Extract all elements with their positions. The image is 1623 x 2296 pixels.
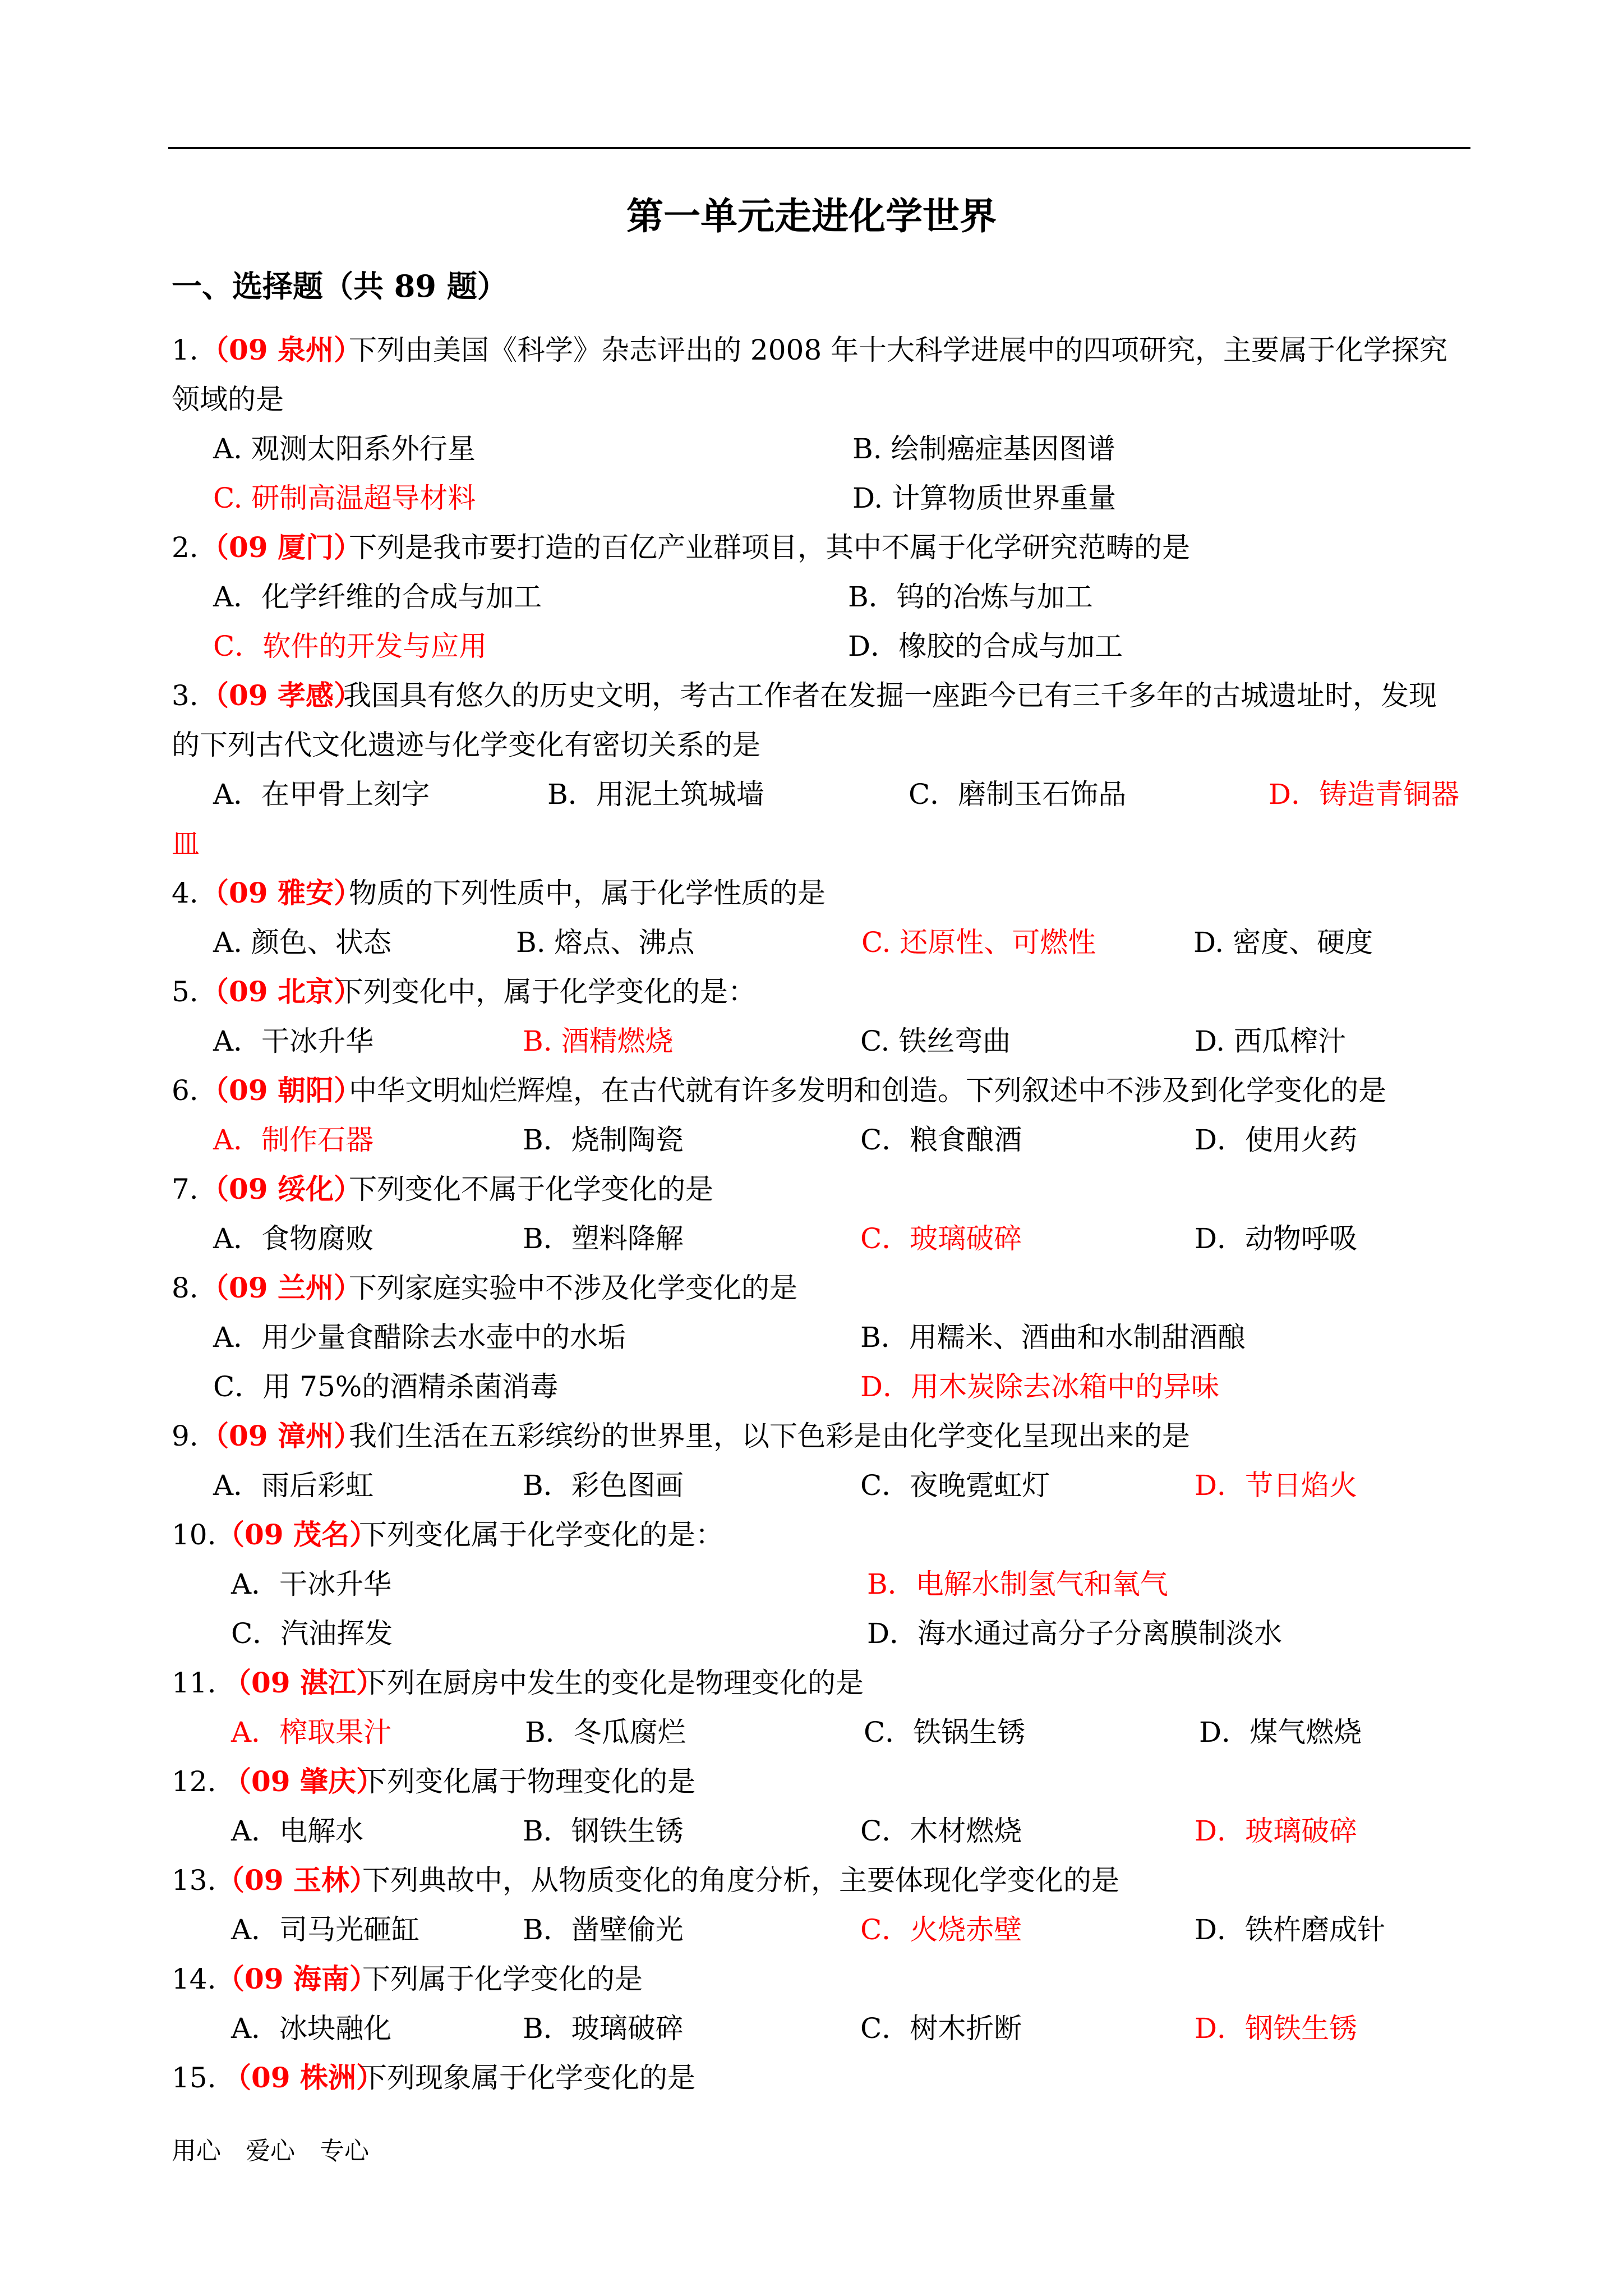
question-5 — [0, 967, 1623, 1016]
option-c: C．树木折断 — [860, 2012, 1022, 2045]
option-d: D．海水通过高分子分离膜制淡水 — [867, 1617, 1283, 1650]
option-a-answer: A．制作石器 — [213, 1124, 374, 1156]
question-7 — [0, 1165, 1623, 1214]
options-row — [0, 1214, 1623, 1263]
question-stem: 下列家庭实验中不涉及化学变化的是 — [349, 1272, 797, 1304]
question-stem: 下列变化中，属于化学变化的是： — [335, 976, 756, 1008]
option-a: A．干冰升华 — [213, 1025, 374, 1057]
options-row — [0, 622, 1623, 671]
page-footer: 用心 爱心 专心 — [172, 2137, 369, 2165]
option-a: A．雨后彩虹 — [213, 1469, 374, 1502]
option-d-answer: D．用木炭除去冰箱中的异味 — [860, 1370, 1220, 1403]
options-row — [0, 572, 1623, 622]
question-number: 11. — [172, 1667, 216, 1699]
option-a: A. 颜色、状态 — [213, 926, 391, 959]
option-d-answer: D．铸造青铜器 — [1269, 778, 1460, 811]
question-stem: 中华文明灿烂辉煌，在古代就有许多发明和创造。下列叙述中不涉及到化学变化的是 — [349, 1074, 1386, 1107]
option-a: A．司马光砸缸 — [231, 1913, 420, 1946]
question-source: （09 厦门） — [201, 531, 362, 564]
option-c: C．木材燃烧 — [860, 1815, 1022, 1847]
option-c-answer: C. 研制高温超导材料 — [213, 482, 476, 514]
question-source: （09 绥化） — [201, 1172, 362, 1205]
option-c: C．粮食酿酒 — [860, 1124, 1022, 1156]
option-a: A．干冰升华 — [231, 1568, 392, 1600]
options-row — [0, 1362, 1623, 1411]
question-number: 3. — [172, 679, 199, 712]
question-number: 14. — [172, 1963, 216, 1995]
option-d: D．煤气燃烧 — [1199, 1716, 1362, 1749]
option-b: B．凿壁偷光 — [523, 1913, 684, 1946]
option-d: D. 西瓜榨汁 — [1195, 1025, 1347, 1057]
question-number: 10. — [172, 1519, 216, 1551]
question-14 — [0, 1954, 1623, 2004]
question-stem: 下列现象属于化学变化的是 — [359, 2062, 695, 2094]
question-source: （09 株洲） — [223, 2061, 384, 2094]
option-b: B．塑料降解 — [523, 1222, 684, 1255]
option-c: C. 铁丝弯曲 — [860, 1025, 1011, 1057]
option-b: B．烧制陶瓷 — [523, 1124, 684, 1156]
question-number: 13. — [172, 1864, 216, 1897]
question-10 — [0, 1510, 1623, 1559]
options-row — [0, 424, 1623, 473]
header-rule — [168, 147, 1470, 149]
question-stem: 我们生活在五彩缤纷的世界里，以下色彩是由化学变化呈现出来的是 — [349, 1420, 1190, 1452]
question-13 — [0, 1856, 1623, 1905]
question-source: （09 海南） — [216, 1962, 377, 1995]
question-source: （09 湛江） — [223, 1666, 384, 1699]
option-b: B. 绘制癌症基因图谱 — [852, 432, 1115, 465]
option-c: C．汽油挥发 — [231, 1617, 393, 1650]
option-b-answer: B．电解水制氢气和氧气 — [867, 1568, 1168, 1600]
question-number: 15. — [172, 2062, 216, 2094]
option-a: A．化学纤维的合成与加工 — [213, 581, 542, 613]
question-number: 1. — [172, 334, 199, 366]
option-d: D．橡胶的合成与加工 — [848, 630, 1123, 662]
option-a: A. 观测太阳系外行星 — [213, 432, 476, 465]
question-source: （09 兰州） — [201, 1271, 362, 1304]
option-c: C．夜晚霓虹灯 — [860, 1469, 1050, 1502]
option-d: D. 密度、硬度 — [1193, 926, 1373, 959]
question-stem: 下列由美国《科学》杂志评出的 2008 年十大科学进展中的四项研究，主要属于化学探究 — [349, 334, 1448, 366]
option-b: B．玻璃破碎 — [523, 2012, 684, 2045]
option-c: C．磨制玉石饰品 — [909, 778, 1127, 811]
question-stem: 物质的下列性质中，属于化学性质的是 — [349, 877, 826, 909]
options-row — [0, 1559, 1623, 1609]
option-b: B．钢铁生锈 — [523, 1815, 684, 1847]
question-number: 2. — [172, 531, 199, 564]
options-row — [0, 1016, 1623, 1066]
option-a: A．用少量食醋除去水壶中的水垢 — [213, 1321, 626, 1354]
option-c-answer: C．玻璃破碎 — [860, 1222, 1022, 1255]
question-12 — [0, 1757, 1623, 1806]
question-number: 8. — [172, 1272, 199, 1304]
option-a: A．冰块融化 — [231, 2012, 392, 2045]
option-d: D．使用火药 — [1195, 1124, 1358, 1156]
option-b: B．钨的冶炼与加工 — [848, 581, 1093, 613]
option-b: B．用泥土筑城墙 — [547, 778, 764, 811]
question-source: （09 泉州） — [201, 333, 362, 366]
question-source: （09 漳州） — [201, 1419, 362, 1452]
option-b: B．用糯米、酒曲和水制甜酒酿 — [860, 1321, 1246, 1354]
option-a: A．食物腐败 — [213, 1222, 374, 1255]
option-b: B. 熔点、沸点 — [516, 926, 695, 959]
options-row — [0, 1609, 1623, 1658]
question-source: （09 茂名） — [216, 1518, 377, 1551]
option-a-answer: A．榨取果汁 — [231, 1716, 392, 1749]
option-a: A．在甲骨上刻字 — [213, 778, 430, 811]
options-row — [0, 1115, 1623, 1165]
question-stem: 下列是我市要打造的百亿产业群项目，其中不属于化学研究范畴的是 — [349, 531, 1190, 564]
page-title: 第一单元走进化学世界 — [626, 194, 997, 238]
option-d-answer: D．钢铁生锈 — [1195, 2012, 1358, 2045]
question-number: 4. — [172, 877, 199, 909]
question-4 — [0, 868, 1623, 918]
question-source: （09 北京） — [201, 975, 362, 1008]
option-d-overflow: 皿 — [172, 827, 200, 860]
option-d: D．动物呼吸 — [1195, 1222, 1358, 1255]
option-c-answer: C．软件的开发与应用 — [213, 630, 487, 662]
question-stem-continued: 的下列古代文化遗迹与化学变化有密切关系的是 — [172, 729, 760, 761]
question-1 — [0, 325, 1623, 375]
question-6 — [0, 1066, 1623, 1115]
option-a: A．电解水 — [231, 1815, 364, 1847]
option-c: C．用 75%的酒精杀菌消毒 — [213, 1370, 559, 1403]
options-row — [0, 1806, 1623, 1856]
option-b: B．冬瓜腐烂 — [525, 1716, 686, 1749]
options-row — [0, 473, 1623, 523]
options-row — [0, 1708, 1623, 1757]
section-heading: 一、选择题（共 89 题） — [172, 268, 508, 304]
options-row — [0, 2004, 1623, 2053]
option-d: D．铁杵磨成针 — [1195, 1913, 1386, 1946]
question-9 — [0, 1411, 1623, 1461]
options-row — [0, 1461, 1623, 1510]
question-8 — [0, 1263, 1623, 1313]
question-number: 7. — [172, 1173, 199, 1205]
question-3 — [0, 671, 1623, 720]
question-stem: 下列在厨房中发生的变化是物理变化的是 — [359, 1667, 864, 1699]
question-stem: 下列变化属于化学变化的是： — [359, 1519, 723, 1551]
option-c: C．铁锅生锈 — [864, 1716, 1026, 1749]
option-b-answer: B. 酒精燃烧 — [523, 1025, 674, 1057]
option-b: B．彩色图画 — [523, 1469, 684, 1502]
question-stem: 下列变化不属于化学变化的是 — [349, 1173, 713, 1205]
options-row — [0, 1313, 1623, 1362]
question-stem: 下列属于化学变化的是 — [362, 1963, 643, 1995]
question-stem: 我国具有悠久的历史文明，考古工作者在发掘一座距今已有三千多年的古城遗址时，发现 — [343, 679, 1437, 712]
question-number: 12. — [172, 1765, 216, 1798]
question-source: （09 朝阳） — [201, 1074, 362, 1107]
question-number: 6. — [172, 1074, 199, 1107]
options-row — [0, 1905, 1623, 1954]
question-15 — [0, 2053, 1623, 2102]
question-11 — [0, 1658, 1623, 1708]
question-stem: 下列变化属于物理变化的是 — [359, 1765, 695, 1798]
question-source: （09 玉林） — [216, 1864, 377, 1897]
options-row — [0, 918, 1623, 967]
question-source: （09 孝感） — [201, 679, 362, 712]
option-d: D. 计算物质世界重量 — [852, 482, 1117, 514]
question-source: （09 肇庆） — [223, 1765, 384, 1798]
option-c-answer: C. 还原性、可燃性 — [861, 926, 1096, 959]
question-stem-continued: 领域的是 — [172, 383, 284, 416]
options-row — [0, 770, 1623, 819]
option-d-answer: D．玻璃破碎 — [1195, 1815, 1358, 1847]
question-number: 9. — [172, 1420, 199, 1452]
question-2 — [0, 523, 1623, 572]
question-number: 5. — [172, 976, 199, 1008]
option-c-answer: C．火烧赤壁 — [860, 1913, 1022, 1946]
question-source: （09 雅安） — [201, 876, 362, 909]
question-stem: 下列典故中，从物质变化的角度分析，主要体现化学变化的是 — [362, 1864, 1119, 1897]
option-d-answer: D．节日焰火 — [1195, 1469, 1358, 1502]
